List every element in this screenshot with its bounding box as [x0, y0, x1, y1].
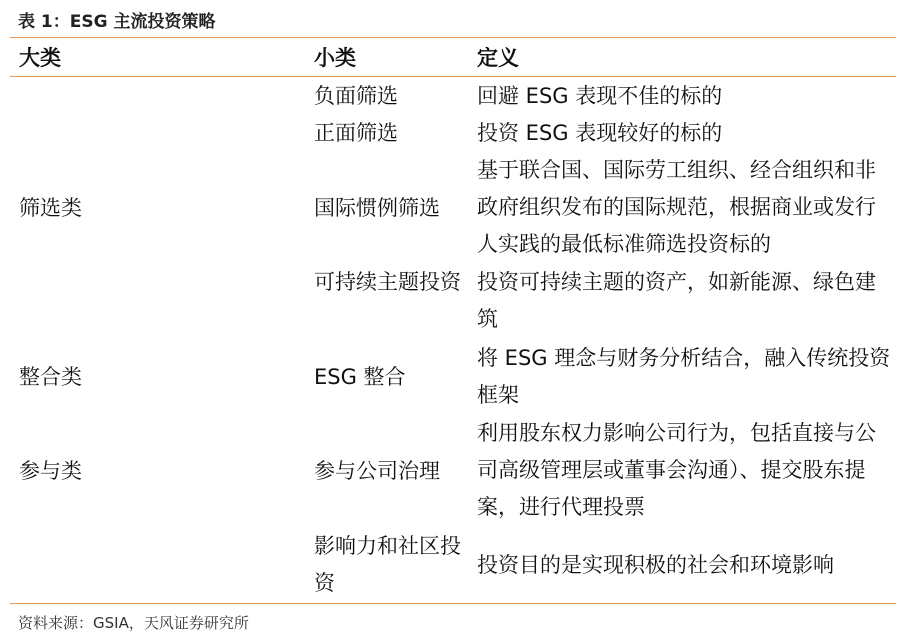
- definition-cell: 回避 ESG 表现不佳的标的: [477, 84, 723, 108]
- table-title: 表 1：ESG 主流投资策略: [18, 12, 216, 32]
- header-category: 大类: [19, 46, 61, 70]
- bottom-rule: [10, 603, 896, 604]
- category-cell: 参与类: [19, 459, 82, 483]
- subcategory-cell: 正面筛选: [314, 121, 398, 145]
- subcategory-cell: 国际惯例筛选: [314, 196, 440, 220]
- definition-cell: 投资 ESG 表现较好的标的: [477, 121, 723, 145]
- subcategory-cell: ESG 整合: [314, 365, 406, 389]
- definition-cell: 投资目的是实现积极的社会和环境影响: [477, 553, 834, 577]
- subcategory-cell: 影响力和社区投资: [314, 534, 461, 595]
- category-cell: 整合类: [19, 365, 82, 389]
- subcategory-cell: 可持续主题投资: [314, 270, 461, 294]
- header-rule: [10, 76, 896, 77]
- subcategory-cell: 参与公司治理: [314, 459, 440, 483]
- definition-cell: 将 ESG 理念与财务分析结合，融入传统投资框架: [477, 346, 891, 407]
- definition-cell: 投资可持续主题的资产，如新能源、绿色建筑: [477, 270, 876, 331]
- subcategory-cell: 负面筛选: [314, 84, 398, 108]
- definition-cell: 基于联合国、国际劳工组织、经合组织和非政府组织发布的国际规范，根据商业或发行人实践的最低标准筛选投资标的: [477, 158, 876, 256]
- header-definition: 定义: [477, 46, 519, 70]
- definition-cell: 利用股东权力影响公司行为，包括直接与公司高级管理层或董事会沟通）、提交股东提案，进行代理投票: [477, 421, 876, 519]
- category-cell: 筛选类: [19, 196, 82, 220]
- source-note: 资料来源：GSIA，天风证券研究所: [18, 614, 249, 632]
- top-rule: [10, 37, 896, 38]
- header-subcategory: 小类: [314, 46, 356, 70]
